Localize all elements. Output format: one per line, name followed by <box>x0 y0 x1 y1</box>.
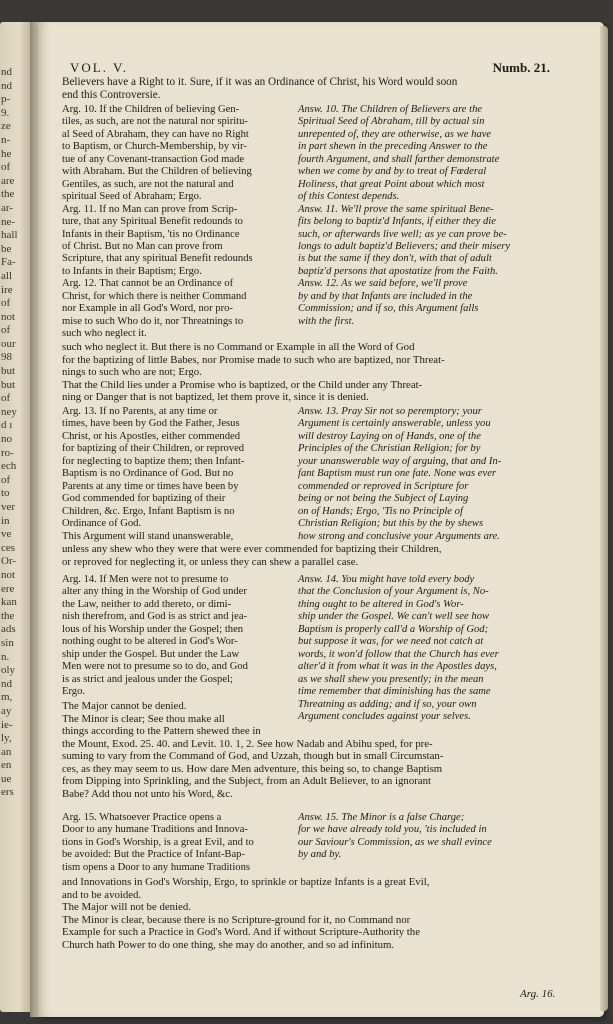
argument-line: Scripture, that any spiritual Benefit redounds <box>62 253 253 265</box>
argument-line: Arg. 12. That cannot be an Ordinance of <box>62 278 234 290</box>
answer-line: our Saviour's Commission, as we shall evince <box>298 836 492 848</box>
argument-line: Christ, or his Apostles, either commended <box>62 430 241 442</box>
left-page-line: the <box>1 609 15 622</box>
argument-line: Infants in their Baptism, 'tis no Ordinance <box>62 228 240 240</box>
answer-line: as we shall shew you presently; in the mean <box>298 673 484 685</box>
left-page-line: 9. <box>1 106 10 119</box>
arguments-10-12-column <box>62 104 292 341</box>
left-page-line: ue <box>1 772 12 785</box>
answer-line: Christian Religion; but this by the by shews <box>298 518 484 530</box>
left-page-line: p- <box>1 93 11 106</box>
left-page-fragments <box>1 66 31 800</box>
answer-line: Answ. 10. The Children of Believers are the <box>298 104 483 115</box>
answer-line: Holiness, that great Point about which most <box>298 178 485 190</box>
left-page-line: Fa- <box>1 256 16 269</box>
argument-line: God commended for baptizing of their <box>62 493 226 505</box>
answer-13-column <box>298 406 582 543</box>
left-page-line: 98 <box>1 351 12 364</box>
left-page-line: of <box>1 324 11 337</box>
text-line: from Dipping into Sprinkling, and the Subject, from an Adult Believer, to an ignorant <box>62 775 432 787</box>
left-page-line: but <box>1 365 16 378</box>
left-page-line: hall <box>1 229 18 242</box>
argument-line: Arg. 15. Whatsoever Practice opens a <box>62 812 222 823</box>
left-page-line: ney <box>1 405 17 418</box>
answer-line: alter'd it from what it was in the Apostles days, <box>298 661 497 673</box>
answer-line: fant Baptism must run one fate. None was ever <box>298 468 497 480</box>
answer-line: fourth Argument, and shall farther demonstrate <box>298 153 500 165</box>
left-page-line: of <box>1 161 11 174</box>
answer-line: that the Conclusion of your Argument is, No- <box>298 586 489 598</box>
text-line: for the baptizing of little Babes, nor Promise made to such who are baptized, nor Threat- <box>62 353 445 366</box>
argument-14-continuation <box>62 700 584 800</box>
argument-line: tiles, as such, are not the natural nor spiritu- <box>62 116 248 128</box>
answer-line: your unanswerable way of arguing, that and In- <box>298 455 502 467</box>
answer-line: Answ. 12. As we said before, we'll prove <box>298 278 468 290</box>
argument-line: Parents at any time or times have been by <box>62 480 239 492</box>
left-page-line: an <box>1 745 12 758</box>
left-page-line: not <box>1 568 16 581</box>
argument-line: of Christ. But no Man can prove from <box>62 240 223 252</box>
argument-13-column <box>62 406 292 543</box>
text-line: The Major will not be denied. <box>62 901 191 913</box>
number-label: Numb. 21. <box>492 60 550 75</box>
argument-line: Ergo. <box>62 686 86 698</box>
answer-line: Principles of the Christian Religion; for by <box>298 443 481 455</box>
argument-line: to Baptism, or Church-Membership, by vir- <box>62 141 247 153</box>
answer-line: Answ. 15. The Minor is a false Charge; <box>298 812 465 823</box>
left-page-line: to <box>1 487 10 500</box>
page-fore-edge <box>600 26 608 1011</box>
text-line: and Innovations in God's Worship, Ergo, to sprinkle or baptize Infants is a great Evil, <box>62 876 430 888</box>
text-line: The Minor is clear; See thou make all <box>62 712 225 725</box>
left-page-line: ver <box>1 501 16 513</box>
argument-line: for neglecting to baptize them; then Infant- <box>62 455 245 467</box>
answer-line: Answ. 13. Pray Sir not so peremptory; your <box>298 406 482 417</box>
left-page-line: our <box>1 337 16 350</box>
answer-line: but suppose it was, for we need not catch at <box>298 636 484 648</box>
text-line: Believers have a Right to it. Sure, if it was an Ordinance of Christ, his Word would soon <box>62 76 458 88</box>
argument-line: Baptism is no Ordinance of God. But no <box>62 468 234 480</box>
argument-15-continuation <box>62 876 584 951</box>
left-page-line: in <box>1 514 10 527</box>
argument-15-column <box>62 812 292 874</box>
left-page-line: of <box>1 392 11 405</box>
answer-line: Spiritual Seed of Abraham, till by actual sin <box>298 116 485 128</box>
answer-line: Threatning as adding; and if so, your own <box>298 698 477 710</box>
left-page-edge <box>0 22 34 1012</box>
left-page-line: ces <box>1 541 16 554</box>
argument-line: Arg. 11. If no Man can prove from Scrip- <box>62 203 238 215</box>
answers-10-12-column <box>298 104 582 328</box>
answer-line: Answ. 14. You might have told every body <box>298 574 475 585</box>
left-page-line: ly, <box>1 732 12 745</box>
text-line: Church hath Power to do one thing, she may do another, and so ad infinitum. <box>62 938 395 951</box>
left-page-line: be <box>1 242 12 255</box>
left-page-line: of <box>1 473 11 486</box>
argument-line: Children, &c. Ergo, Infant Baptism is no <box>62 505 235 517</box>
answer-line: thing ought to be altered in God's Wor- <box>298 598 464 610</box>
left-page-line: ere <box>1 582 15 595</box>
left-page-line: ro- <box>1 446 14 459</box>
left-page-line: all <box>1 269 12 282</box>
answer-line: with the first. <box>298 315 355 327</box>
left-page-line: kan <box>1 596 17 609</box>
left-page-line: ve <box>1 528 12 541</box>
left-page-line: n- <box>1 133 11 146</box>
answer-line: is but the same if they don't, with that of adult <box>298 253 492 265</box>
text-line: Babe? Add thou not unto his Word, &c. <box>62 787 233 800</box>
left-page-line: nd <box>1 79 12 92</box>
argument-line: mise to such Who do it, nor Threatnings to <box>62 315 244 327</box>
left-page-line: the <box>1 188 15 201</box>
argument-line: with Abraham. But the Children of believing <box>62 166 252 178</box>
answer-line: will destroy Laying on of Hands, one of the <box>298 430 481 442</box>
text-line: suming to vary from the Command of God, and Uzzah, though but in small Circumstan- <box>62 750 444 762</box>
argument-line: lous of his Worship under the Gospel; then <box>62 623 244 635</box>
left-page-line: Or- <box>1 555 17 568</box>
answer-line: fits belong to baptiz'd Infants, if either they die <box>298 216 496 228</box>
left-page-line: ze <box>1 120 11 133</box>
volume-label: VOL. V. <box>70 60 128 75</box>
argument-line: Door to any humane Traditions and Innova- <box>62 824 248 836</box>
left-page-line: he <box>1 147 12 160</box>
left-page-line: ie- <box>1 718 13 731</box>
left-page-line: ay <box>1 704 12 717</box>
answer-line: Argument is certainly answerable, unless you <box>298 418 491 430</box>
argument-line: Ordinance of God. <box>62 518 142 530</box>
catchword: Arg. 16. <box>520 988 556 1000</box>
argument-14-column <box>62 574 292 699</box>
text-line: The Minor is clear, because there is no Scripture-ground for it, no Command nor <box>62 913 411 926</box>
argument-line: alter any thing in the Worship of God under <box>62 586 247 598</box>
argument-line: times, have been by God the Father, Jesus <box>62 418 240 430</box>
argument-line: is as strict and jealous under the Gospel; <box>62 673 233 685</box>
left-page-line: are <box>1 174 15 187</box>
argument-line: for baptizing of their Children, or reproved <box>62 443 245 455</box>
argument-line: tism opens a Door to any humane Traditions <box>62 861 251 873</box>
answer-line: how strong and conclusive your Arguments are. <box>298 530 500 542</box>
argument-line: ship under the Gospel. But under the Law <box>62 648 240 660</box>
left-page-line: but <box>1 378 16 391</box>
text-line: That the Child lies under a Promise who is baptized, or the Child under any Threat- <box>62 378 423 391</box>
answer-line: by and by. <box>298 849 342 861</box>
answer-line: unrepented of, they are otherwise, as we have <box>298 128 492 140</box>
answer-line: words, it won'd follow that the Church has ever <box>298 648 499 660</box>
answer-line: for we have already told you, 'tis included in <box>298 824 487 836</box>
left-page-line: oly <box>1 664 16 677</box>
running-header <box>70 60 550 74</box>
left-page-line: sin <box>1 636 14 649</box>
left-page-line: d ı <box>1 419 13 432</box>
left-page-line: m, <box>1 691 13 704</box>
argument-line: Arg. 14. If Men were not to presume to <box>62 574 229 585</box>
argument-line: This Argument will stand unanswerable, <box>62 530 234 542</box>
argument-line: nish therefrom, and God is as strict and jea- <box>62 611 248 623</box>
left-page-line: ne- <box>1 215 16 228</box>
answer-line: being or not being the Subject of Laying <box>298 493 469 505</box>
text-line: the Mount, Exod. 25. 40. and Levit. 10. 1, 2. See how Nadab and Abihu sped, for pre- <box>62 737 433 750</box>
argument-line: nothing ought to be altered in God's Wor- <box>62 636 238 648</box>
text-line: things according to the Pattern shewed thee in <box>62 725 261 737</box>
intro-paragraph <box>62 76 582 101</box>
argument-line: spiritual Seed of Abraham; Ergo. <box>62 191 202 203</box>
argument-line: tue of any Covenant-transaction God made <box>62 153 245 165</box>
left-page-line: nd <box>1 66 12 78</box>
text-line: The Major cannot be denied. <box>62 700 187 712</box>
answer-line: longs to adult baptiz'd Believers; and their misery <box>298 240 511 252</box>
left-page-line: of <box>1 297 11 310</box>
argument-line: the Law, neither to add thereto, or dimi- <box>62 598 232 610</box>
answer-15-column <box>298 812 582 862</box>
left-page-line: nd <box>1 677 12 690</box>
text-line: and to be avoided. <box>62 888 142 901</box>
answer-line: ship under the Gospel. We can't well see how <box>298 611 490 623</box>
answer-line: commended or reproved in Scripture for <box>298 480 469 492</box>
answer-line: in part shewn in the preceding Answer to the <box>298 141 488 153</box>
argument-12-continuation <box>62 341 584 404</box>
argument-line: be avoided: But the Practice of Infant-Bap- <box>62 849 245 861</box>
argument-13-continuation <box>62 543 584 568</box>
answer-line: Commission; and if so, this Argument falls <box>298 303 479 315</box>
argument-line: al Seed of Abraham, they can have no Right <box>62 128 249 140</box>
argument-line: Arg. 13. If no Parents, at any time or <box>62 406 218 417</box>
left-page-line: ech <box>1 460 17 473</box>
answer-line: when we come by and by to treat of Fœderal <box>298 166 487 178</box>
argument-line: tions in God's Worship, is a great Evil, and to <box>62 836 254 848</box>
left-page-line: n. <box>1 650 10 663</box>
left-page-line: not <box>1 310 16 323</box>
left-page-line: ire <box>1 283 13 296</box>
left-page-line: en <box>1 759 12 772</box>
argument-line: Men were not to presume so to do, and God <box>62 661 248 673</box>
answer-line: such, or afterwards live well; as ye can prove be- <box>298 228 507 240</box>
argument-line: ture, that any Spiritual Benefit redounds to <box>62 216 243 228</box>
answer-line: of this Contest depends. <box>298 191 400 203</box>
argument-line: Gentiles, as such, are not the natural and <box>62 178 234 190</box>
text-line: unless any shew who they were that were ever commended for baptizing their Children, <box>62 543 442 555</box>
argument-line: nor Example in all God's Word, nor pro- <box>62 303 233 315</box>
argument-line: Christ, for which there is neither Command <box>62 290 247 302</box>
answer-line: Argument concludes against your selves. <box>298 710 471 722</box>
answer-line: Baptism is properly call'd a Worship of God; <box>298 623 489 635</box>
argument-line: Arg. 10. If the Children of believing Gen- <box>62 104 240 115</box>
text-line: such who neglect it. But there is no Command or Example in all the Word of God <box>62 341 415 353</box>
answer-line: by and by that Infants are included in the <box>298 290 473 302</box>
left-page-line: ar- <box>1 201 13 214</box>
text-line: ning or Danger that is not baptized, let them prove it, since it is denied. <box>62 391 369 403</box>
text-line: nings to such who are not; Ergo. <box>62 366 202 378</box>
answer-line: time remember that diminishing has the same <box>298 686 491 698</box>
answer-line: on of Hands; Ergo, 'Tis no Principle of <box>298 505 463 517</box>
answer-line: Answ. 11. We'll prove the same spiritual Bene- <box>298 203 494 215</box>
argument-line: such who neglect it. <box>62 328 147 340</box>
text-line: or reproved for neglecting it, or unless they can shew a parallel case. <box>62 555 359 568</box>
text-line: ces, as they may seem to us. How dare Men adventure, this being so, to change Baptism <box>62 762 443 775</box>
text-line: end this Controversie. <box>62 88 161 101</box>
answer-line: baptiz'd persons that apostatize from the Faith. <box>298 265 498 277</box>
left-page-line: no <box>1 433 12 446</box>
left-page-line: ers <box>1 786 14 799</box>
left-page-line: ads <box>1 623 16 636</box>
text-line: Example for such a Practice in God's Word. And if without Scripture-Authority the <box>62 926 420 938</box>
argument-line: to Infants in their Baptism; Ergo. <box>62 265 202 277</box>
